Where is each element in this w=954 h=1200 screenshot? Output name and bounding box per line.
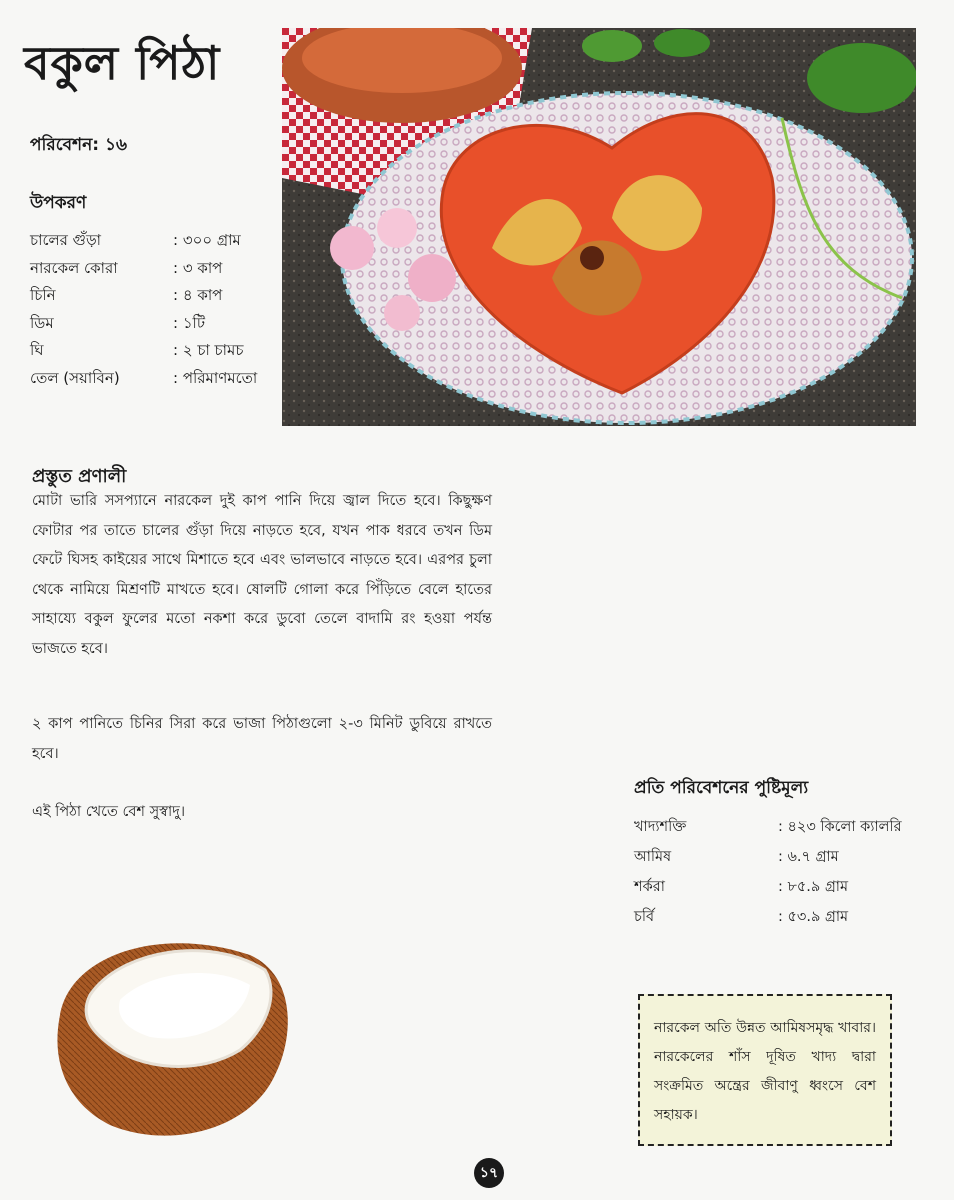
- ingredient-name: ঘি: [30, 341, 44, 360]
- coconut-image: [50, 925, 295, 1150]
- nutrition-row: [634, 903, 934, 933]
- nutrition-label: চর্বি: [634, 909, 655, 925]
- pitha-photo: [282, 28, 916, 426]
- nutrition-value: : ৬.৭ গ্রাম: [778, 849, 839, 865]
- ingredient-name: নারকেল কোরা: [30, 258, 118, 277]
- nutrition-section: [634, 775, 934, 933]
- ingredient-row: [30, 256, 290, 284]
- page-number: ১৭: [474, 1158, 504, 1188]
- ingredient-quantity: : ২ চা চামচ: [173, 341, 244, 360]
- method-paragraph: ২ কাপ পানিতে চিনির সিরা করে ভাজা পিঠাগুলো ২-৩ মিনিট ডুবিয়ে রাখতে হবে।: [32, 716, 492, 762]
- nutrition-value: : ৪২৩ কিলো ক্যালরি: [778, 819, 902, 835]
- nutrition-row: [634, 843, 934, 873]
- method-paragraph: এই পিঠা খেতে বেশ সুস্বাদু।: [32, 804, 186, 820]
- ingredient-row: [30, 366, 290, 394]
- ingredient-quantity: : পরিমাণমতো: [173, 368, 258, 387]
- method-paragraph: মোটা ভারি সসপ্যানে নারকেল দুই কাপ পানি দিয়ে জ্বাল দিতে হবে। কিছুক্ষণ ফোটার পর তাতে চালের গুঁড়া দিয়ে নাড়তে হবে, যখন পাক ধরবে তখন ডিম ফেটে ঘিসহ কাইয়ের সাথে মিশাতে হবে এবং ভালভাবে নাড়তে হবে। এরপর চুলা থেকে নামিয়ে মিশ্রণটি মাখতে হবে। ষোলটি গোলা করে পিঁড়িতে বেলে হাতের সাহায্যে বকুল ফুলের মতো নকশা করে ডুবো তেলে বাদামি রং হওয়া পর্যন্ত ভাজতে হবে।: [32, 493, 492, 657]
- ingredient-quantity: : ৪ কাপ: [173, 286, 223, 305]
- ingredient-quantity: : ৩০০ গ্রাম: [173, 231, 241, 250]
- ingredient-quantity: : ১টি: [173, 313, 206, 332]
- method-heading: প্রস্তুত প্রণালী: [32, 466, 127, 487]
- nutrition-label: শর্করা: [634, 879, 665, 895]
- ingredient-name: চিনি: [30, 286, 56, 305]
- ingredient-name: চালের গুঁড়া: [30, 231, 102, 250]
- ingredient-row: [30, 283, 290, 311]
- ingredients-heading: উপকরণ: [30, 193, 87, 213]
- nutrition-row: [634, 873, 934, 903]
- ingredient-name: তেল (সয়াবিন): [30, 368, 120, 387]
- ingredient-row: [30, 338, 290, 366]
- ingredient-row: [30, 228, 290, 256]
- recipe-title: বকুল পিঠা: [24, 36, 221, 90]
- ingredient-row: [30, 311, 290, 339]
- tip-box: [638, 994, 892, 1146]
- nutrition-heading: প্রতি পরিবেশনের পুষ্টিমূল্য: [634, 778, 809, 798]
- nutrition-value: : ৫৩.৯ গ্রাম: [778, 909, 849, 925]
- ingredients-list: [30, 228, 290, 393]
- nutrition-label: খাদ্যশক্তি: [634, 819, 687, 835]
- servings: পরিবেশন: ১৬: [30, 135, 128, 155]
- tip-text: নারকেল অতি উন্নত আমিষসমৃদ্ধ খাবার। নারকেলের শাঁস দূষিত খাদ্য দ্বারা সংক্রমিত অন্ত্রের জীবাণু ধ্বংসে বেশ সহায়ক।: [654, 1020, 876, 1123]
- ingredient-quantity: : ৩ কাপ: [173, 258, 223, 277]
- nutrition-row: [634, 813, 934, 843]
- nutrition-label: আমিষ: [634, 849, 672, 865]
- ingredient-name: ডিম: [30, 313, 54, 332]
- nutrition-value: : ৮৫.৯ গ্রাম: [778, 879, 849, 895]
